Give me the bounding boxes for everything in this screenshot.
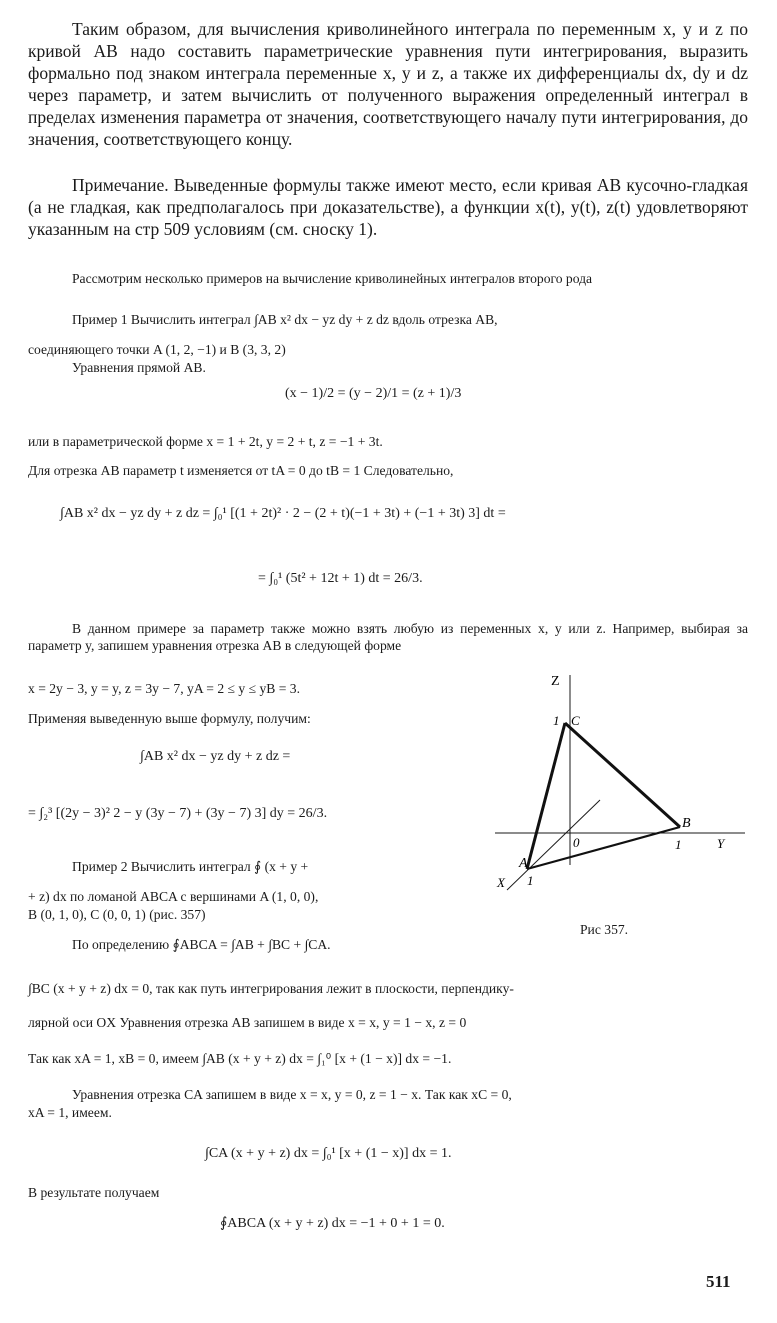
ab-segment-equations: лярной оси OX Уравнения отрезка AB запишем в виде x = x, y = 1 − x, z = 0: [28, 1015, 467, 1030]
x-axis-label: X: [497, 875, 505, 890]
example-1-heading: Пример 1 Вычислить интеграл ∫AB x² dx − yz dy + z dz вдоль отрезка AB,: [72, 312, 498, 327]
tick-x-label: 1: [527, 873, 534, 888]
parametric-form-line: или в параметрической форме x = 1 + 2t, y = 2 + t, z = −1 + 3t.: [28, 434, 383, 449]
canonical-line-equation: (x − 1)/2 = (y − 2)/1 = (z + 1)/3: [285, 386, 462, 401]
point-b-label: B: [682, 816, 691, 831]
point-c-label: C: [571, 713, 580, 728]
integral-calculation-3: ∫AB x² dx − yz dy + z dz =: [140, 749, 291, 764]
point-a-label: A: [519, 856, 528, 871]
paragraph-remark: Примечание. Выведенные формулы также имеют место, если кривая AB кусочно-гладкая (а не гладкая, как предполагалось при доказательстве), а функции x(t), y(t), z(t) удовлетворяют указанным на стр 509 условиям (см. сноску 1).: [28, 175, 748, 239]
figure-357: [495, 665, 755, 895]
tick-y-label: 1: [675, 837, 682, 852]
result-label: В результате получаем: [28, 1185, 160, 1200]
edge-cb: [565, 723, 680, 827]
ab-integral-calculation: Так как xA = 1, xB = 0, имеем ∫AB (x + y + z) dx = ∫₁⁰ [x + (1 − x)] dx = −1.: [28, 1051, 452, 1066]
example-1-points: соединяющего точки A (1, 2, −1) и B (3, 3, 2): [28, 342, 286, 357]
definition-line: По определению ∮ABCA = ∫AB + ∫BC + ∫CA.: [72, 937, 331, 952]
ca-integral-calculation: ∫CA (x + y + z) dx = ∫₀¹ [x + (1 − x)] dx = 1.: [205, 1146, 452, 1161]
line-equation-label: Уравнения прямой AB.: [72, 360, 206, 375]
x-axis-line: [507, 800, 600, 890]
figure-caption: Рис 357.: [580, 922, 629, 937]
example-2-line-1: Пример 2 Вычислить интеграл ∮ (x + y +: [72, 859, 309, 874]
result-calculation: ∮ABCA (x + y + z) dx = −1 + 0 + 1 = 0.: [220, 1216, 445, 1231]
integral-calculation-4: = ∫₂³ [(2y − 3)² 2 − y (3y − 7) + (3y − 7) 3] dy = 26/3.: [28, 806, 328, 821]
ca-segment-line-2: xA = 1, имеем.: [28, 1105, 112, 1120]
apply-formula-label: Применяя выведенную выше формулу, получим:: [28, 711, 311, 726]
integral-calculation-1: ∫AB x² dx − yz dy + z dz = ∫₀¹ [(1 + 2t)² · 2 − (2 + t)(−1 + 3t) + (−1 + 3t) 3] dt =: [60, 506, 506, 521]
edge-ac: [527, 723, 565, 869]
paragraph-method-summary: Таким образом, для вычисления криволинейного интеграла по переменным x, y и z по кривой AB надо составить параметрические уравнения пути интегрирования, выразить формально под знаком интеграла переменные x, y и z, а также их дифференциалы dx, dy и dz через параметр, и затем вычислить от полученного выражения определенный интеграл в пределах изменения параметра от значения, соответствующего началу пути интегрирования, до значения, соответствующего концу.: [28, 19, 748, 149]
y-parametric-equations: x = 2y − 3, y = y, z = 3y − 7, yA = 2 ≤ y ≤ yB = 3.: [28, 681, 300, 696]
example-2-line-2: + z) dx по ломаной ABCA с вершинами A (1, 0, 0),: [28, 889, 319, 904]
example-2-line-3: B (0, 1, 0), C (0, 0, 1) (рис. 357): [28, 907, 206, 922]
y-axis-label: Y: [717, 836, 725, 851]
tick-z-label: 1: [553, 713, 560, 728]
z-axis-label: Z: [551, 674, 560, 689]
ca-segment-line: Уравнения отрезка CA запишем в виде x = x, y = 0, z = 1 − x. Так как xC = 0,: [72, 1087, 512, 1102]
bc-segment-line: ∫BC (x + y + z) dx = 0, так как путь интегрирования лежит в плоскости, перпендику-: [28, 981, 514, 996]
parameter-range-line: Для отрезка AB параметр t изменяется от tA = 0 до tB = 1 Следовательно,: [28, 463, 454, 478]
paragraph-alternative-parameter: В данном примере за параметр также можно взять любую из переменных x, y или z. Например, выбирая за параметр y, запишем уравнения отрезка AB в следующей форме: [28, 621, 748, 653]
origin-label: 0: [573, 835, 580, 850]
paragraph-examples-intro: Рассмотрим несколько примеров на вычисление криволинейных интегралов второго рода: [72, 271, 593, 286]
triangle-figure: [495, 665, 755, 895]
page-number: 511: [706, 1272, 731, 1291]
integral-calculation-2: = ∫₀¹ (5t² + 12t + 1) dt = 26/3.: [258, 571, 423, 586]
